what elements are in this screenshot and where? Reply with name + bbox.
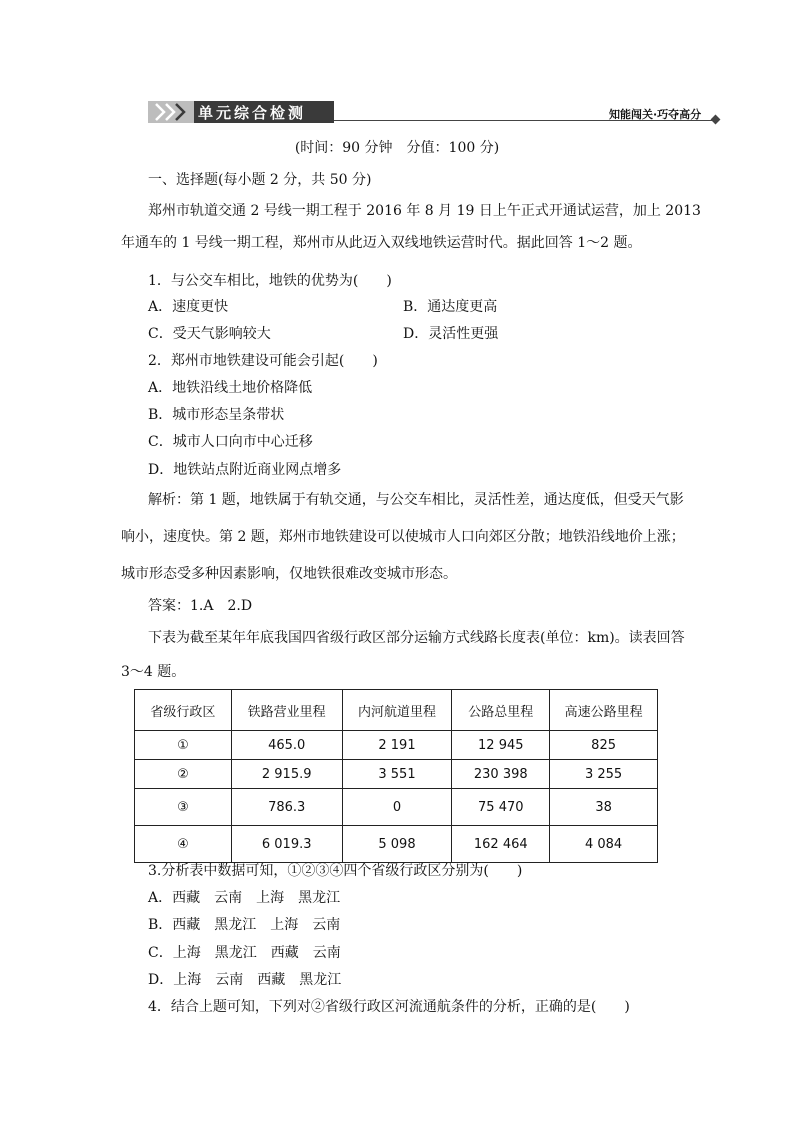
q2-option-a: A．地铁沿线土地价格降低 <box>148 380 313 396</box>
table-cell: 75 470 <box>452 789 550 826</box>
header-slogan: 知能闯关·巧夺高分 <box>609 108 702 121</box>
table-cell: 3 255 <box>550 760 658 789</box>
section-banner <box>148 101 334 123</box>
answer: 答案：1.A 2.D <box>148 598 253 614</box>
intro1-line2: 年通车的 1 号线一期工程，郑州市从此迈入双线地铁运营时代。据此回答 1～2 题。 <box>121 235 642 251</box>
table-cell: ① <box>135 731 232 760</box>
table-header-row <box>135 690 658 731</box>
table-cell: 6 019.3 <box>231 826 342 863</box>
section-title: 单元综合检测 <box>198 104 307 122</box>
q1-stem: 1．与公交车相比，地铁的优势为( ) <box>148 273 392 289</box>
intro1-line1: 郑州市轨道交通 2 号线一期工程于 2016 年 8 月 19 日上午正式开通试运营，加上 2013 <box>148 203 701 219</box>
q2-option-c: C．城市人口向市中心迁移 <box>148 434 313 450</box>
intro2-line1: 下表为截至某年年底我国四省级行政区部分运输方式线路长度表(单位：km)。读表回答 <box>148 630 685 646</box>
table-cell: 2 191 <box>342 731 452 760</box>
table-cell: 4 084 <box>550 826 658 863</box>
q3-option-a: A．西藏 云南 上海 黑龙江 <box>148 890 341 906</box>
diamond-icon <box>711 115 721 125</box>
table-header: 省级行政区 <box>135 690 232 731</box>
table-cell: 786.3 <box>231 789 342 826</box>
table-row <box>135 789 658 826</box>
q2-option-d: D．地铁站点附近商业网点增多 <box>148 462 342 478</box>
analysis-line3: 城市形态受多种因素影响，仅地铁很难改变城市形态。 <box>121 566 457 582</box>
table-cell: 12 945 <box>452 731 550 760</box>
table-cell: 0 <box>342 789 452 826</box>
table-cell: ③ <box>135 789 232 826</box>
table-row <box>135 760 658 789</box>
exam-info: (时间：90 分钟 分值：100 分) <box>294 140 500 156</box>
q3-option-b: B．西藏 黑龙江 上海 云南 <box>148 917 341 933</box>
analysis-line1: 解析：第 1 题，地铁属于有轨交通，与公交车相比，灵活性差，通达度低，但受天气影 <box>148 492 684 508</box>
analysis-line2: 响小，速度快。第 2 题，郑州市地铁建设可以使城市人口向郊区分散；地铁沿线地价上涨； <box>121 529 685 545</box>
intro2-line2: 3～4 题。 <box>121 664 186 680</box>
table-cell: ② <box>135 760 232 789</box>
table-cell: 230 398 <box>452 760 550 789</box>
table-header: 高速公路里程 <box>550 690 658 731</box>
q4-stem: 4．结合上题可知，下列对②省级行政区河流通航条件的分析，正确的是( ) <box>148 999 630 1015</box>
q2-stem: 2．郑州市地铁建设可能会引起( ) <box>148 353 378 369</box>
table-cell: 465.0 <box>231 731 342 760</box>
transport-table <box>134 689 658 863</box>
table-row <box>135 826 658 863</box>
q3-option-c: C．上海 黑龙江 西藏 云南 <box>148 945 341 961</box>
table-cell: 162 464 <box>452 826 550 863</box>
table-cell: 825 <box>550 731 658 760</box>
table-header: 铁路营业里程 <box>231 690 342 731</box>
q1-option-d: D．灵活性更强 <box>403 326 499 342</box>
table-header: 公路总里程 <box>452 690 550 731</box>
q1-option-c: C．受天气影响较大 <box>148 326 271 342</box>
section1-title: 一、选择题(每小题 2 分，共 50 分) <box>148 172 372 188</box>
q3-stem: 3.分析表中数据可知，①②③④四个省级行政区分别为( ) <box>148 863 523 879</box>
table-cell: ④ <box>135 826 232 863</box>
q1-option-a: A．速度更快 <box>148 299 229 315</box>
table-cell: 5 098 <box>342 826 452 863</box>
table-cell: 3 551 <box>342 760 452 789</box>
q3-option-d: D．上海 云南 西藏 黑龙江 <box>148 972 342 988</box>
table-header: 内河航道里程 <box>342 690 452 731</box>
table-row <box>135 731 658 760</box>
table-cell: 38 <box>550 789 658 826</box>
q1-option-b: B．通达度更高 <box>403 299 498 315</box>
q2-option-b: B．城市形态呈条带状 <box>148 407 285 423</box>
table-cell: 2 915.9 <box>231 760 342 789</box>
